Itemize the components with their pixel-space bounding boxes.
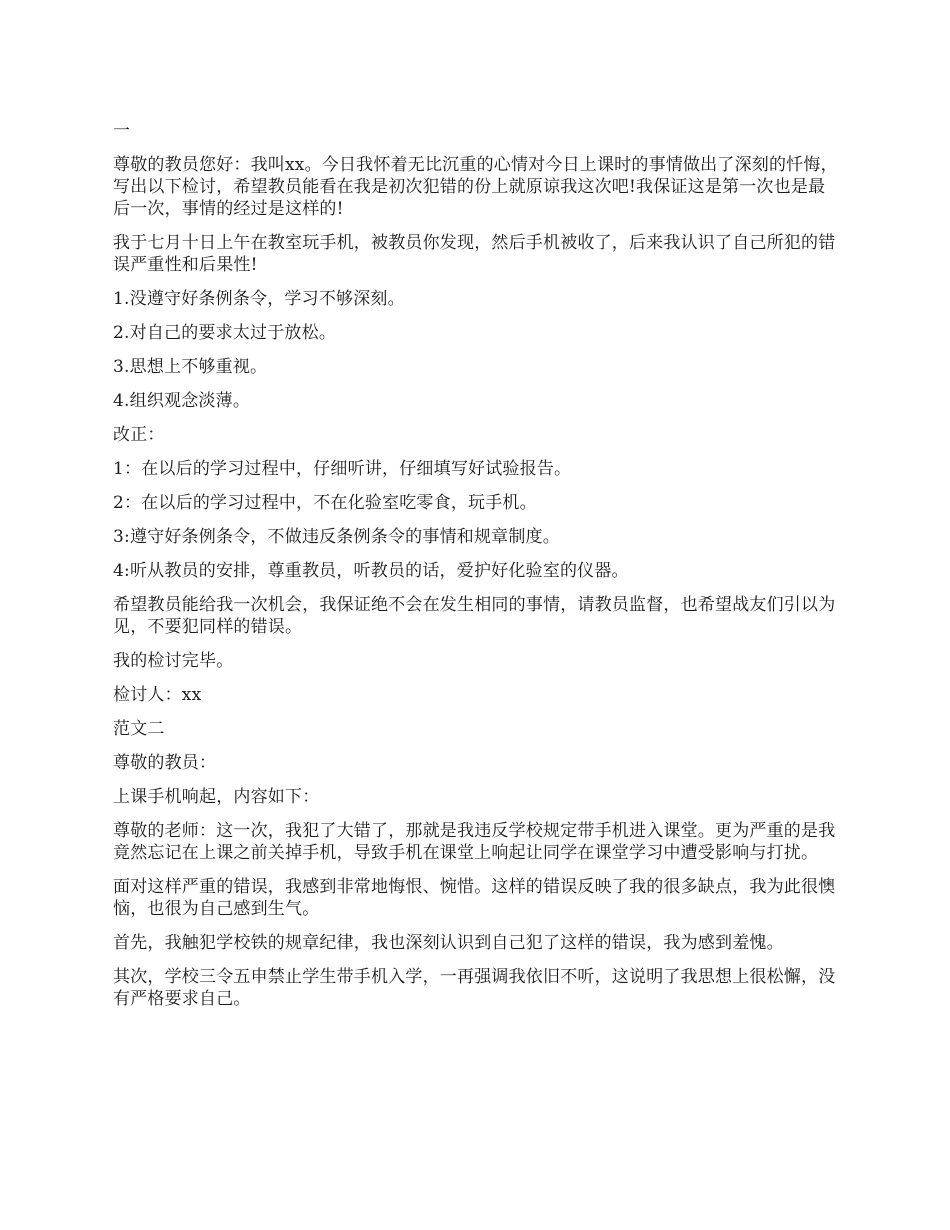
- paragraph: 希望教员能给我一次机会，我保证绝不会在发生相同的事情，请教员监督，也希望战友们引以为见，不要犯同样的错误。: [113, 595, 836, 637]
- list-item: 2.对自己的要求太过于放松。: [113, 323, 337, 343]
- paragraph: 我的检讨完毕。: [113, 651, 234, 671]
- paragraph: 我于七月十日上午在教室玩手机，被教员你发现，然后手机被收了，后来我认识了自己所犯的错误严重性和后果性!: [113, 233, 836, 275]
- salutation: 尊敬的教员：: [113, 753, 217, 773]
- list-item: 3.思想上不够重视。: [113, 357, 268, 377]
- paragraph: 面对这样严重的错误，我感到非常地悔恨、惋惜。这样的错误反映了我的很多缺点，我为此很懊恼，也很为自己感到生气。: [113, 877, 836, 919]
- paragraph: 其次，学校三令五申禁止学生带手机入学，一再强调我依旧不听，这说明了我思想上很松懈，没有严格要求自己。: [113, 967, 836, 1009]
- list-item: 1：在以后的学习过程中，仔细听讲，仔细填写好试验报告。: [113, 459, 572, 479]
- list-item: 4:听从教员的安排，尊重教员，听教员的话，爱护好化验室的仪器。: [113, 561, 629, 581]
- paragraph: 尊敬的老师：这一次，我犯了大错了，那就是我违反学校规定带手机进入课堂。更为严重的是我竟然忘记在上课之前关掉手机，导致手机在课堂上响起让同学在课堂学习中遭受影响与打扰。: [113, 821, 836, 863]
- paragraph: 首先，我触犯学校铁的规章纪律，我也深刻认识到自己犯了这样的错误，我为感到羞愧。: [113, 933, 784, 953]
- section-heading: 范文二: [113, 719, 165, 739]
- list-item: 4.组织观念淡薄。: [113, 391, 251, 411]
- list-item: 2：在以后的学习过程中，不在化验室吃零食，玩手机。: [113, 493, 537, 513]
- paragraph: 改正：: [113, 425, 165, 445]
- document-body: [113, 120, 840, 1022]
- paragraph: 上课手机响起，内容如下：: [113, 787, 320, 807]
- paragraph: 尊敬的教员您好：我叫xx。今日我怀着无比沉重的心情对今日上课时的事情做出了深刻的忏悔，写出以下检讨，希望教员能看在我是初次犯错的份上就原谅我这次吧!我保证这是第一次也是最后一次，事情的经过是这样的!: [113, 155, 838, 219]
- list-item: 3:遵守好条例条令，不做违反条例条令的事情和规章制度。: [113, 527, 560, 547]
- list-item: 1.没遵守好条例条令，学习不够深刻。: [113, 289, 405, 309]
- signature-line: 检讨人：xx: [113, 685, 202, 705]
- section-marker: 一: [113, 121, 131, 141]
